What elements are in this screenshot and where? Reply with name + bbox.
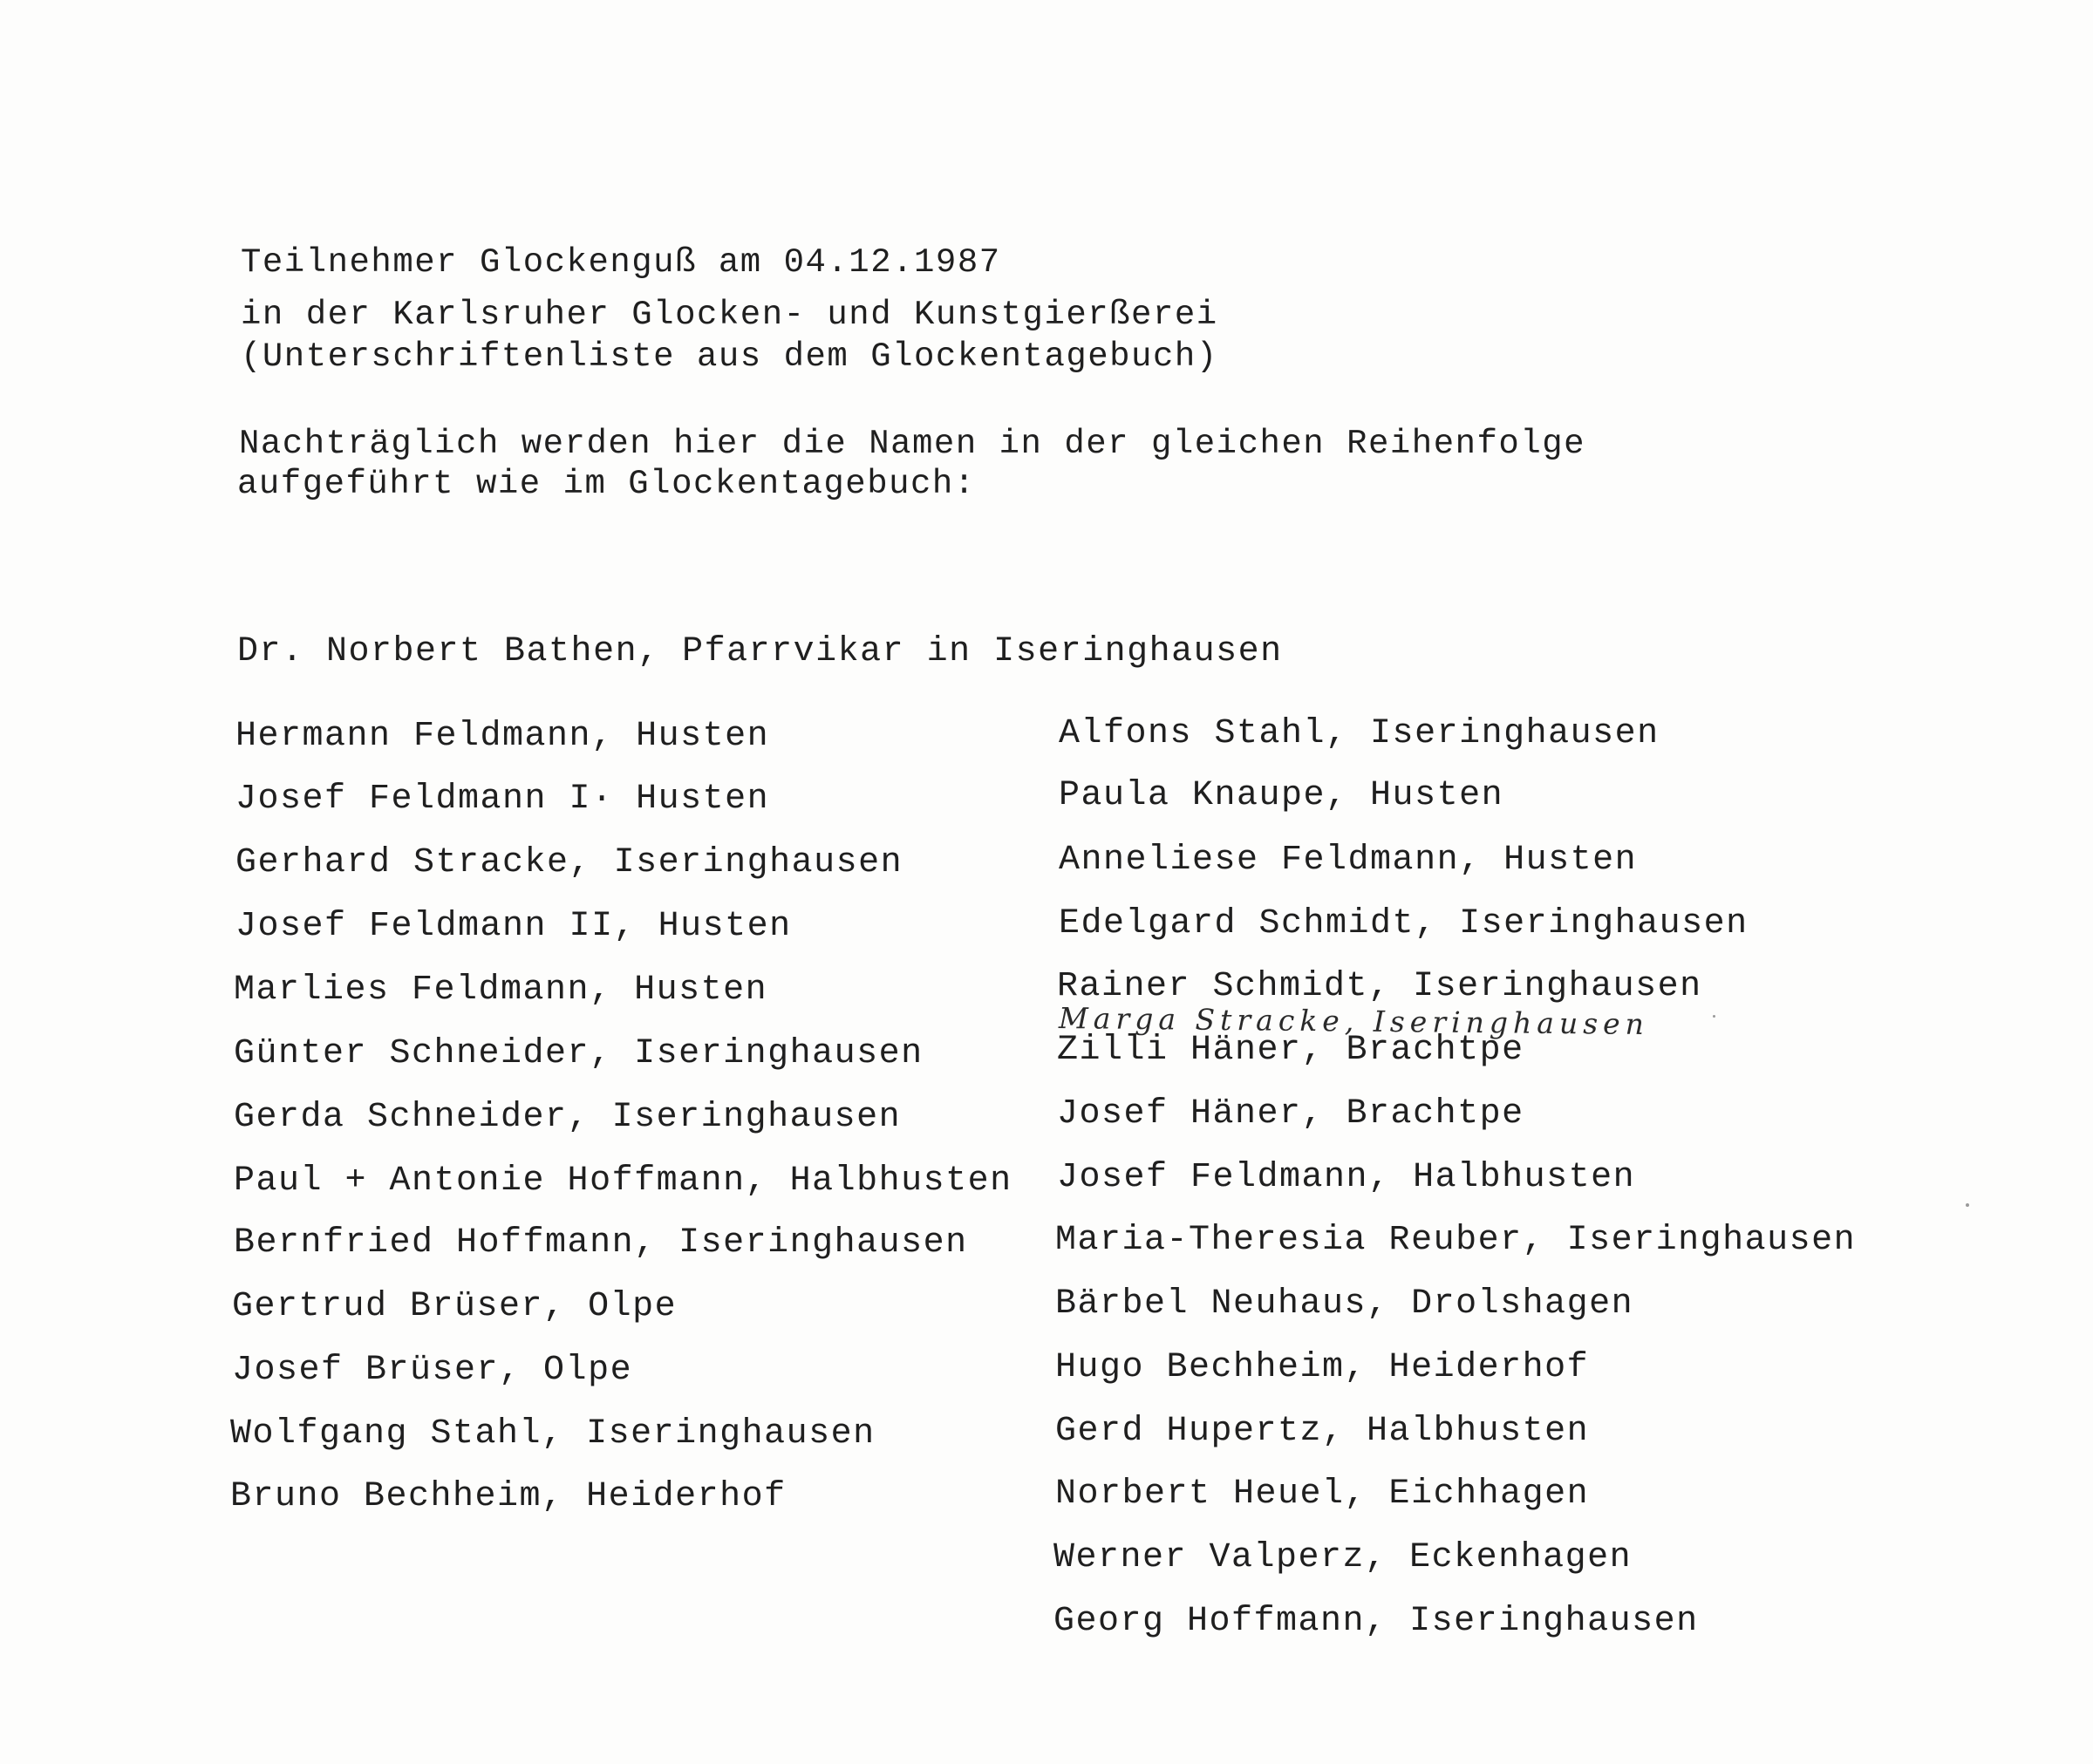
list-item: Josef Brüser, Olpe (232, 1351, 633, 1390)
scan-speck (1713, 1015, 1715, 1018)
list-item: Rainer Schmidt, Iseringhausen (1057, 967, 1702, 1006)
list-item: Anneliese Feldmann, Husten (1059, 841, 1638, 880)
list-item: Alfons Stahl, Iseringhausen (1059, 714, 1660, 753)
list-item: Wolfgang Stahl, Iseringhausen (230, 1414, 876, 1454)
list-item: Josef Feldmann I· Husten (235, 780, 770, 819)
header-subtitle: in der Karlsruher Glocken- und Kunstgierßerei (241, 296, 1218, 334)
lead-participant: Dr. Norbert Bathen, Pfarrvikar in Iseringhausen (237, 632, 1283, 671)
list-item: Gerhard Stracke, Iseringhausen (235, 843, 903, 882)
list-item: Norbert Heuel, Eichhagen (1055, 1475, 1590, 1514)
list-item: Georg Hoffmann, Iseringhausen (1053, 1602, 1699, 1641)
header-title: Teilnehmer Glockenguß am 04.12.1987 (241, 243, 1001, 282)
list-item: Josef Häner, Brachtpe (1057, 1094, 1524, 1134)
list-item: Gerd Hupertz, Halbhusten (1055, 1412, 1590, 1451)
list-item: Bruno Bechheim, Heiderhof (230, 1477, 787, 1516)
list-item: Gerda Schneider, Iseringhausen (234, 1098, 902, 1137)
list-item: Edelgard Schmidt, Iseringhausen (1059, 904, 1749, 943)
list-item: Gertrud Brüser, Olpe (232, 1287, 678, 1326)
handwritten-insert: Marga Stracke, Iseringhausen (1058, 1001, 1650, 1042)
list-item: Günter Schneider, Iseringhausen (234, 1034, 924, 1073)
list-item: Bärbel Neuhaus, Drolshagen (1055, 1284, 1634, 1324)
header-note: (Unterschriftenliste aus dem Glockentagebuch) (241, 337, 1218, 376)
list-item: Zilli Häner, Brachtpe (1057, 1031, 1524, 1070)
list-item: Paul + Antonie Hoffmann, Halbhusten (234, 1161, 1012, 1201)
intro-line-2: aufgeführt wie im Glockentagebuch: (237, 465, 976, 503)
list-item: Josef Feldmann II, Husten (235, 907, 792, 946)
list-item: Hugo Bechheim, Heiderhof (1055, 1348, 1590, 1387)
list-item: Marlies Feldmann, Husten (234, 971, 768, 1010)
list-item: Maria-Theresia Reuber, Iseringhausen (1055, 1221, 1857, 1260)
scan-speck (1966, 1203, 1969, 1207)
intro-line-1: Nachträglich werden hier die Namen in der gleichen Reihenfolge (239, 425, 1586, 463)
list-item: Bernfried Hoffmann, Iseringhausen (234, 1223, 968, 1263)
list-item: Werner Valperz, Eckenhagen (1053, 1538, 1633, 1577)
list-item: Paula Knaupe, Husten (1059, 776, 1504, 815)
list-item: Hermann Feldmann, Husten (235, 717, 770, 756)
list-item: Josef Feldmann, Halbhusten (1057, 1158, 1636, 1197)
